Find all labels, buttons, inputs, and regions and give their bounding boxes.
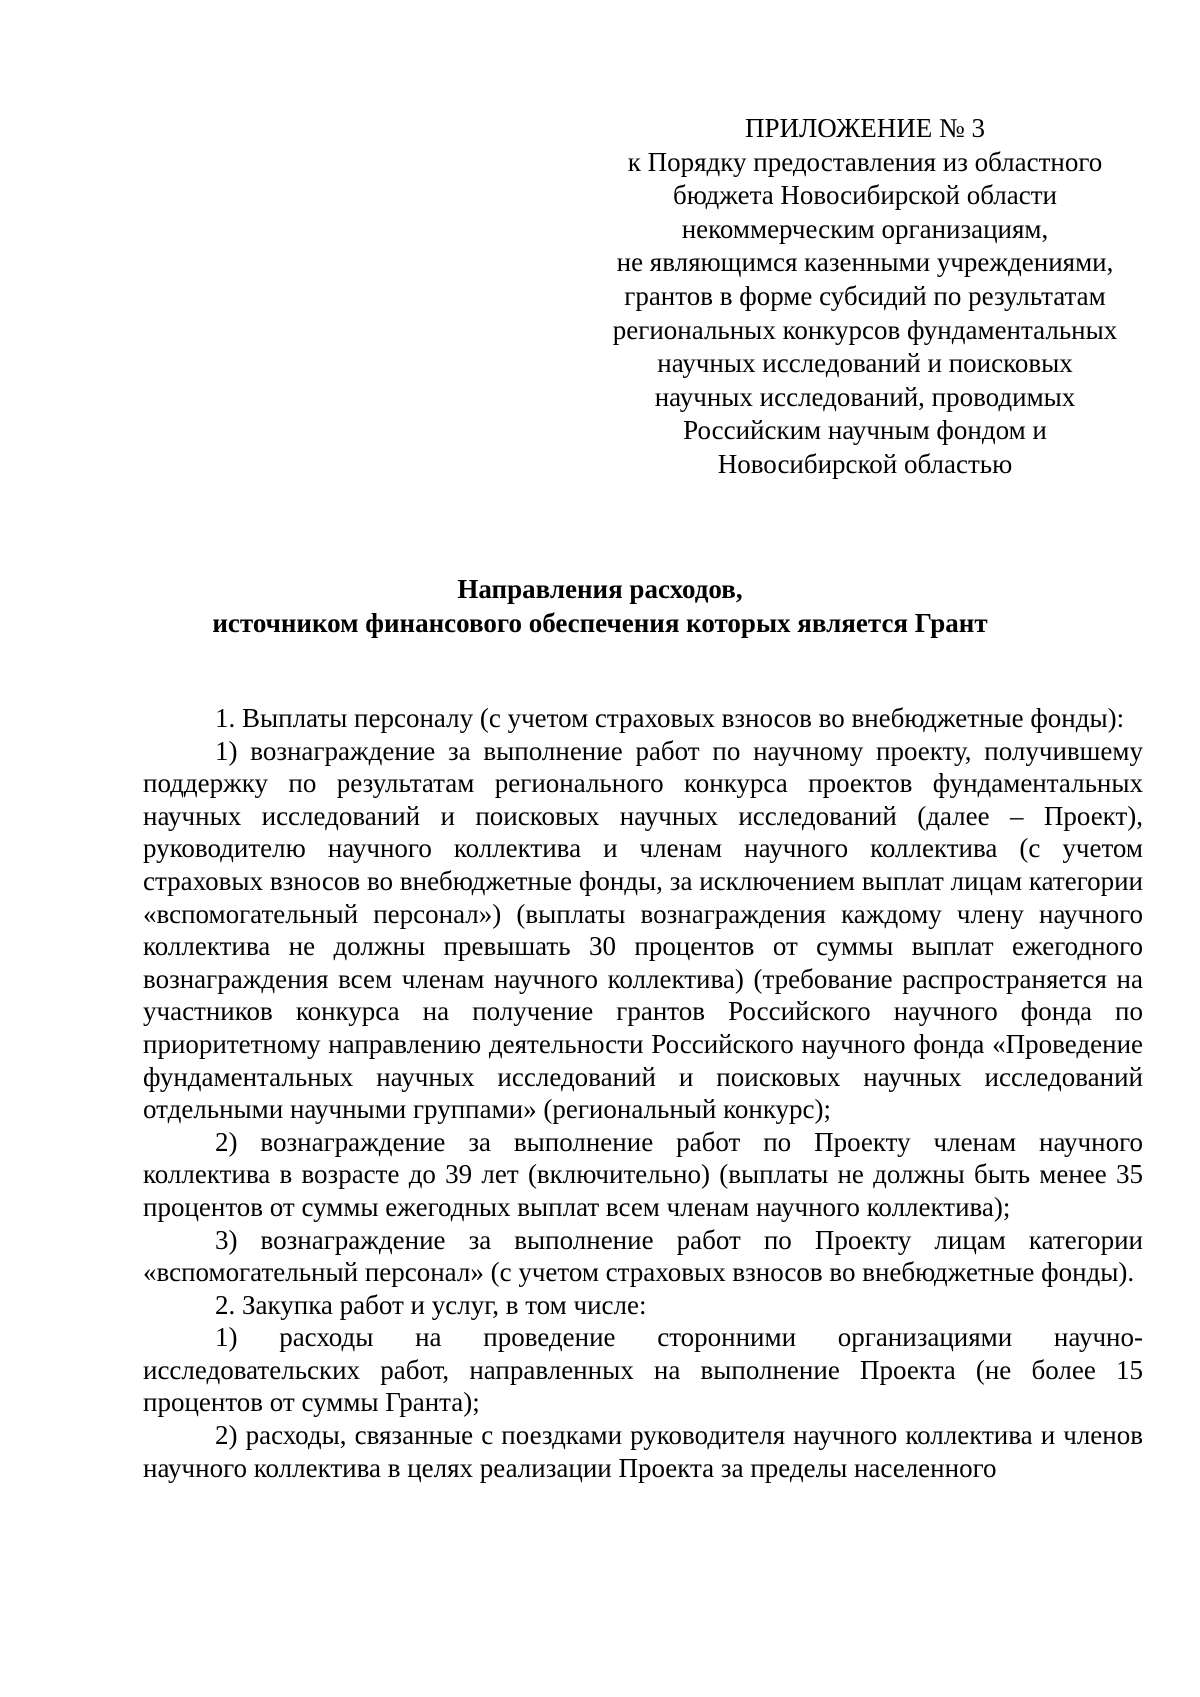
appendix-header bbox=[600, 112, 1130, 482]
appendix-line: грантов в форме субсидий по результатам bbox=[624, 280, 1106, 311]
paragraph: 2) расходы, связанные с поездками руководителя научного коллектива и членов научного коллектива в целях реализации Проекта за пределы населенного bbox=[143, 1420, 1143, 1483]
appendix-number: ПРИЛОЖЕНИЕ № 3 bbox=[744, 113, 986, 143]
appendix-line: научных исследований и поисковых bbox=[657, 348, 1073, 379]
appendix-line: бюджета Новосибирской области bbox=[673, 180, 1057, 211]
appendix-line: Новосибирской областью bbox=[717, 448, 1013, 479]
document-title bbox=[60, 573, 1140, 640]
appendix-line: не являющимся казенными учреждениями, bbox=[616, 247, 1114, 278]
document-body bbox=[143, 702, 1143, 1484]
appendix-line: некоммерческим организациям, bbox=[681, 213, 1049, 244]
appendix-line: к Порядку предоставления из областного bbox=[627, 146, 1103, 177]
paragraph: 1. Выплаты персоналу (с учетом страховых взносов во внебюджетные фонды): bbox=[215, 703, 1125, 733]
title-line-1: Направления расходов, bbox=[457, 574, 743, 604]
title-line-2: источником финансового обеспечения которых является Грант bbox=[212, 607, 988, 638]
paragraph: 2. Закупка работ и услуг, в том числе: bbox=[215, 1289, 647, 1320]
paragraph: 2) вознаграждение за выполнение работ по Проекту членам научного коллектива в возрасте до 39 лет (включительно) (выплаты не должны быть менее 35 процентов от суммы ежегодных выплат всем членам научного коллектива); bbox=[143, 1126, 1143, 1222]
appendix-line: региональных конкурсов фундаментальных bbox=[612, 314, 1118, 345]
appendix-line: научных исследований, проводимых bbox=[654, 381, 1076, 412]
paragraph: 1) вознаграждение за выполнение работ по научному проекту, получившему поддержку по результатам регионального конкурса проектов фундаментальных научных исследований и поисковых научных исследований (далее – Проект), руководителю научного коллектива и членам научного коллектива (с учетом страховых взносов во внебюджетные фонды, за исключением выплат лицам категории «вспомогательный персонал») (выплаты вознаграждения каждому члену научного коллектива не должны превышать 30 процентов от суммы выплат ежегодного вознаграждения всем членам научного коллектива) (требование распространяется на участников конкурса на получение грантов Российского научного фонда по приоритетному направлению деятельности Российского научного фонда «Проведение фундаментальных научных исследований и поисковых научных исследований отдельными научными группами» (региональный конкурс); bbox=[143, 735, 1143, 1125]
paragraph: 1) расходы на проведение сторонними организациями научно-исследовательских работ, направленных на выполнение Проекта (не более 15 процентов от суммы Гранта); bbox=[143, 1322, 1143, 1418]
paragraph: 3) вознаграждение за выполнение работ по Проекту лицам категории «вспомогательный персонал» (с учетом страховых взносов во внебюджетные фонды). bbox=[143, 1224, 1143, 1288]
appendix-line: Российским научным фондом и bbox=[683, 415, 1047, 446]
